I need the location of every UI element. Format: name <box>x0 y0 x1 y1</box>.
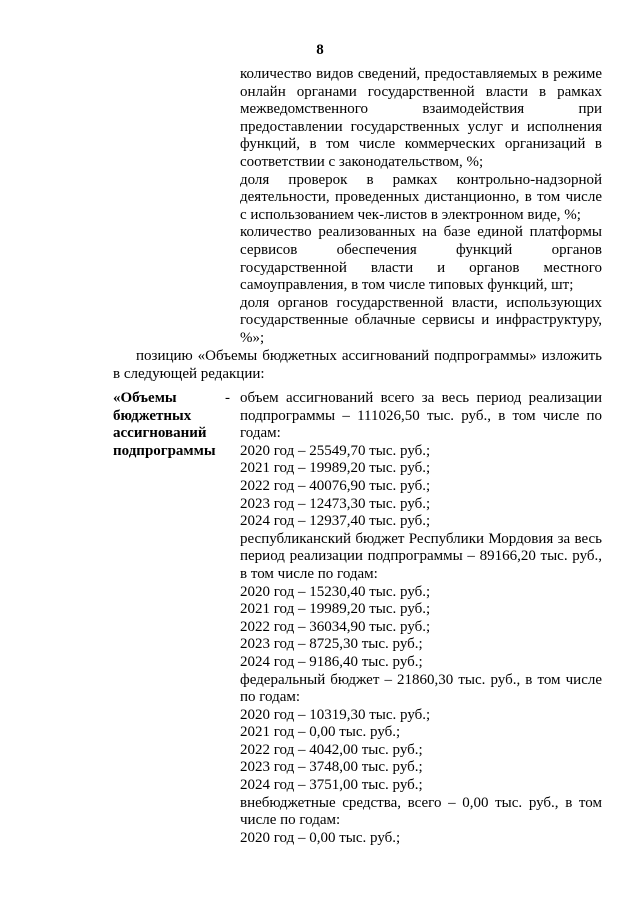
budget-line: объем ассигнований всего за весь период реализации подпрограммы – 111026,50 тыс. руб., в том числе по годам: <box>240 390 602 442</box>
budget-line: 2023 год – 3748,00 тыс. руб.; <box>240 759 423 776</box>
budget-line: 2020 год – 10319,30 тыс. руб.; <box>240 706 431 723</box>
passport-label: «Объемы бюджетных ассигнований подпрограммы <box>113 390 216 459</box>
budget-line: 2023 год – 8725,30 тыс. руб.; <box>240 636 423 653</box>
indicator-item: доля органов государственной власти, использующих государственные облачные сервисы и инфраструктуру, %»; <box>240 294 602 346</box>
indicator-item: количество реализованных на базе единой платформы сервисов обеспечения функций органов государственной власти и органов местного самоуправления, в том числе типовых функций, шт; <box>240 224 602 294</box>
indicator-item: количество видов сведений, предоставляемых в режиме онлайн органами государственной власти в рамках межведомственного взаимодействия при предоставлении государственных услуг и исполнения функций, в том числе коммерческих организаций в соответствии с законодательством, %; <box>240 66 602 170</box>
budget-line: 2021 год – 19989,20 тыс. руб.; <box>240 601 431 618</box>
budget-line: 2020 год – 25549,70 тыс. руб.; <box>240 442 431 459</box>
indicator-list <box>240 66 602 348</box>
budget-line: 2024 год – 12937,40 тыс. руб.; <box>240 513 431 530</box>
page-number: 8 <box>316 42 324 58</box>
budget-line: внебюджетные средства, всего – 0,00 тыс. руб., в том числе по годам: <box>240 794 602 829</box>
budget-line: 2023 год – 12473,30 тыс. руб.; <box>240 495 431 512</box>
budget-line: 2024 год – 3751,00 тыс. руб.; <box>240 777 423 794</box>
budget-line: 2022 год – 36034,90 тыс. руб.; <box>240 618 431 635</box>
amendment-instruction: позицию «Объемы бюджетных ассигнований подпрограммы» изложить в следующей редакции: <box>113 348 602 382</box>
budget-line: 2021 год – 0,00 тыс. руб.; <box>240 724 401 741</box>
budget-line: 2022 год – 4042,00 тыс. руб.; <box>240 741 423 758</box>
passport-dash: - <box>225 390 230 406</box>
budget-line: 2020 год – 0,00 тыс. руб.; <box>240 829 401 846</box>
indicator-item: доля проверок в рамках контрольно-надзорной деятельности, проведенных дистанционно, в том числе с использованием чек-листов в электронном виде, %; <box>240 171 602 223</box>
passport-value <box>240 390 602 847</box>
budget-line: 2022 год – 40076,90 тыс. руб.; <box>240 477 431 494</box>
budget-line: 2024 год – 9186,40 тыс. руб.; <box>240 653 423 670</box>
budget-line: 2020 год – 15230,40 тыс. руб.; <box>240 583 431 600</box>
budget-line: 2021 год – 19989,20 тыс. руб.; <box>240 460 431 477</box>
budget-line: республиканский бюджет Республики Мордовия за весь период реализации подпрограммы – 89166,20 тыс. руб., в том числе по годам: <box>240 530 602 582</box>
budget-line: федеральный бюджет – 21860,30 тыс. руб., в том числе по годам: <box>240 671 602 706</box>
